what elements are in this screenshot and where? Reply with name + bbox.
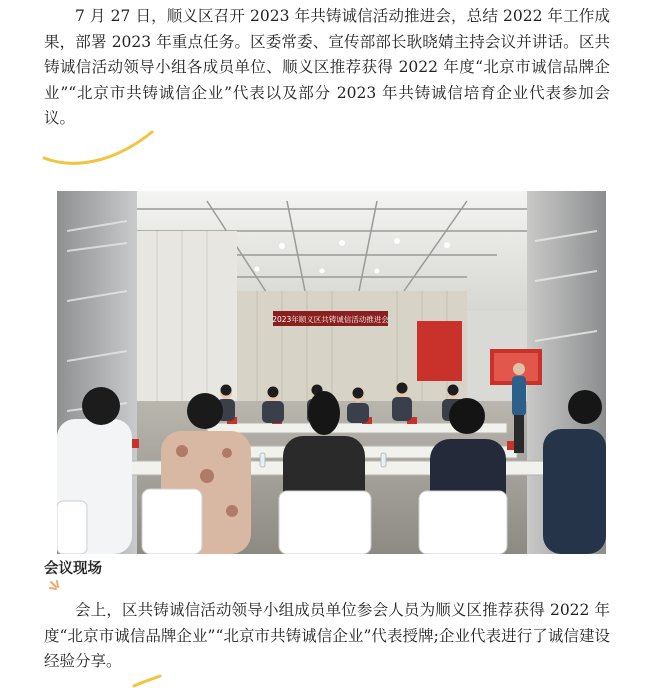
photo-caption: 会议现场	[44, 561, 102, 577]
decorative-swoosh-icon	[40, 126, 160, 170]
meeting-photo	[57, 191, 606, 554]
article-paragraph-1: 7 月 27 日，顺义区召开 2023 年共铸诚信活动推进会，总结 2022 年工作成果，部署 2023 年重点任务。区委常委、宣传部部长耿晓婧主持会议并讲话。区共铸诚信活动领导小组各成员单位、顺义区推荐获得 2022 年度“北京市诚信品牌企业”“北京市共铸诚信企业”代表以及部分 2023 年共铸诚信培育企业代表参加会议。	[44, 7, 610, 127]
decorative-sparkle-icon	[47, 578, 67, 598]
meeting-banner-text: 2023年顺义区共铸诚信活动推进会	[272, 315, 389, 324]
article-paragraph-2: 会上，区共铸诚信活动领导小组成员单位参会人员为顺义区推荐获得 2022 年度“北京市诚信品牌企业”“北京市共铸诚信企业”代表授牌;企业代表进行了诚信建设经验分享。	[44, 601, 610, 670]
decorative-swoosh-bottom-icon	[130, 674, 170, 688]
